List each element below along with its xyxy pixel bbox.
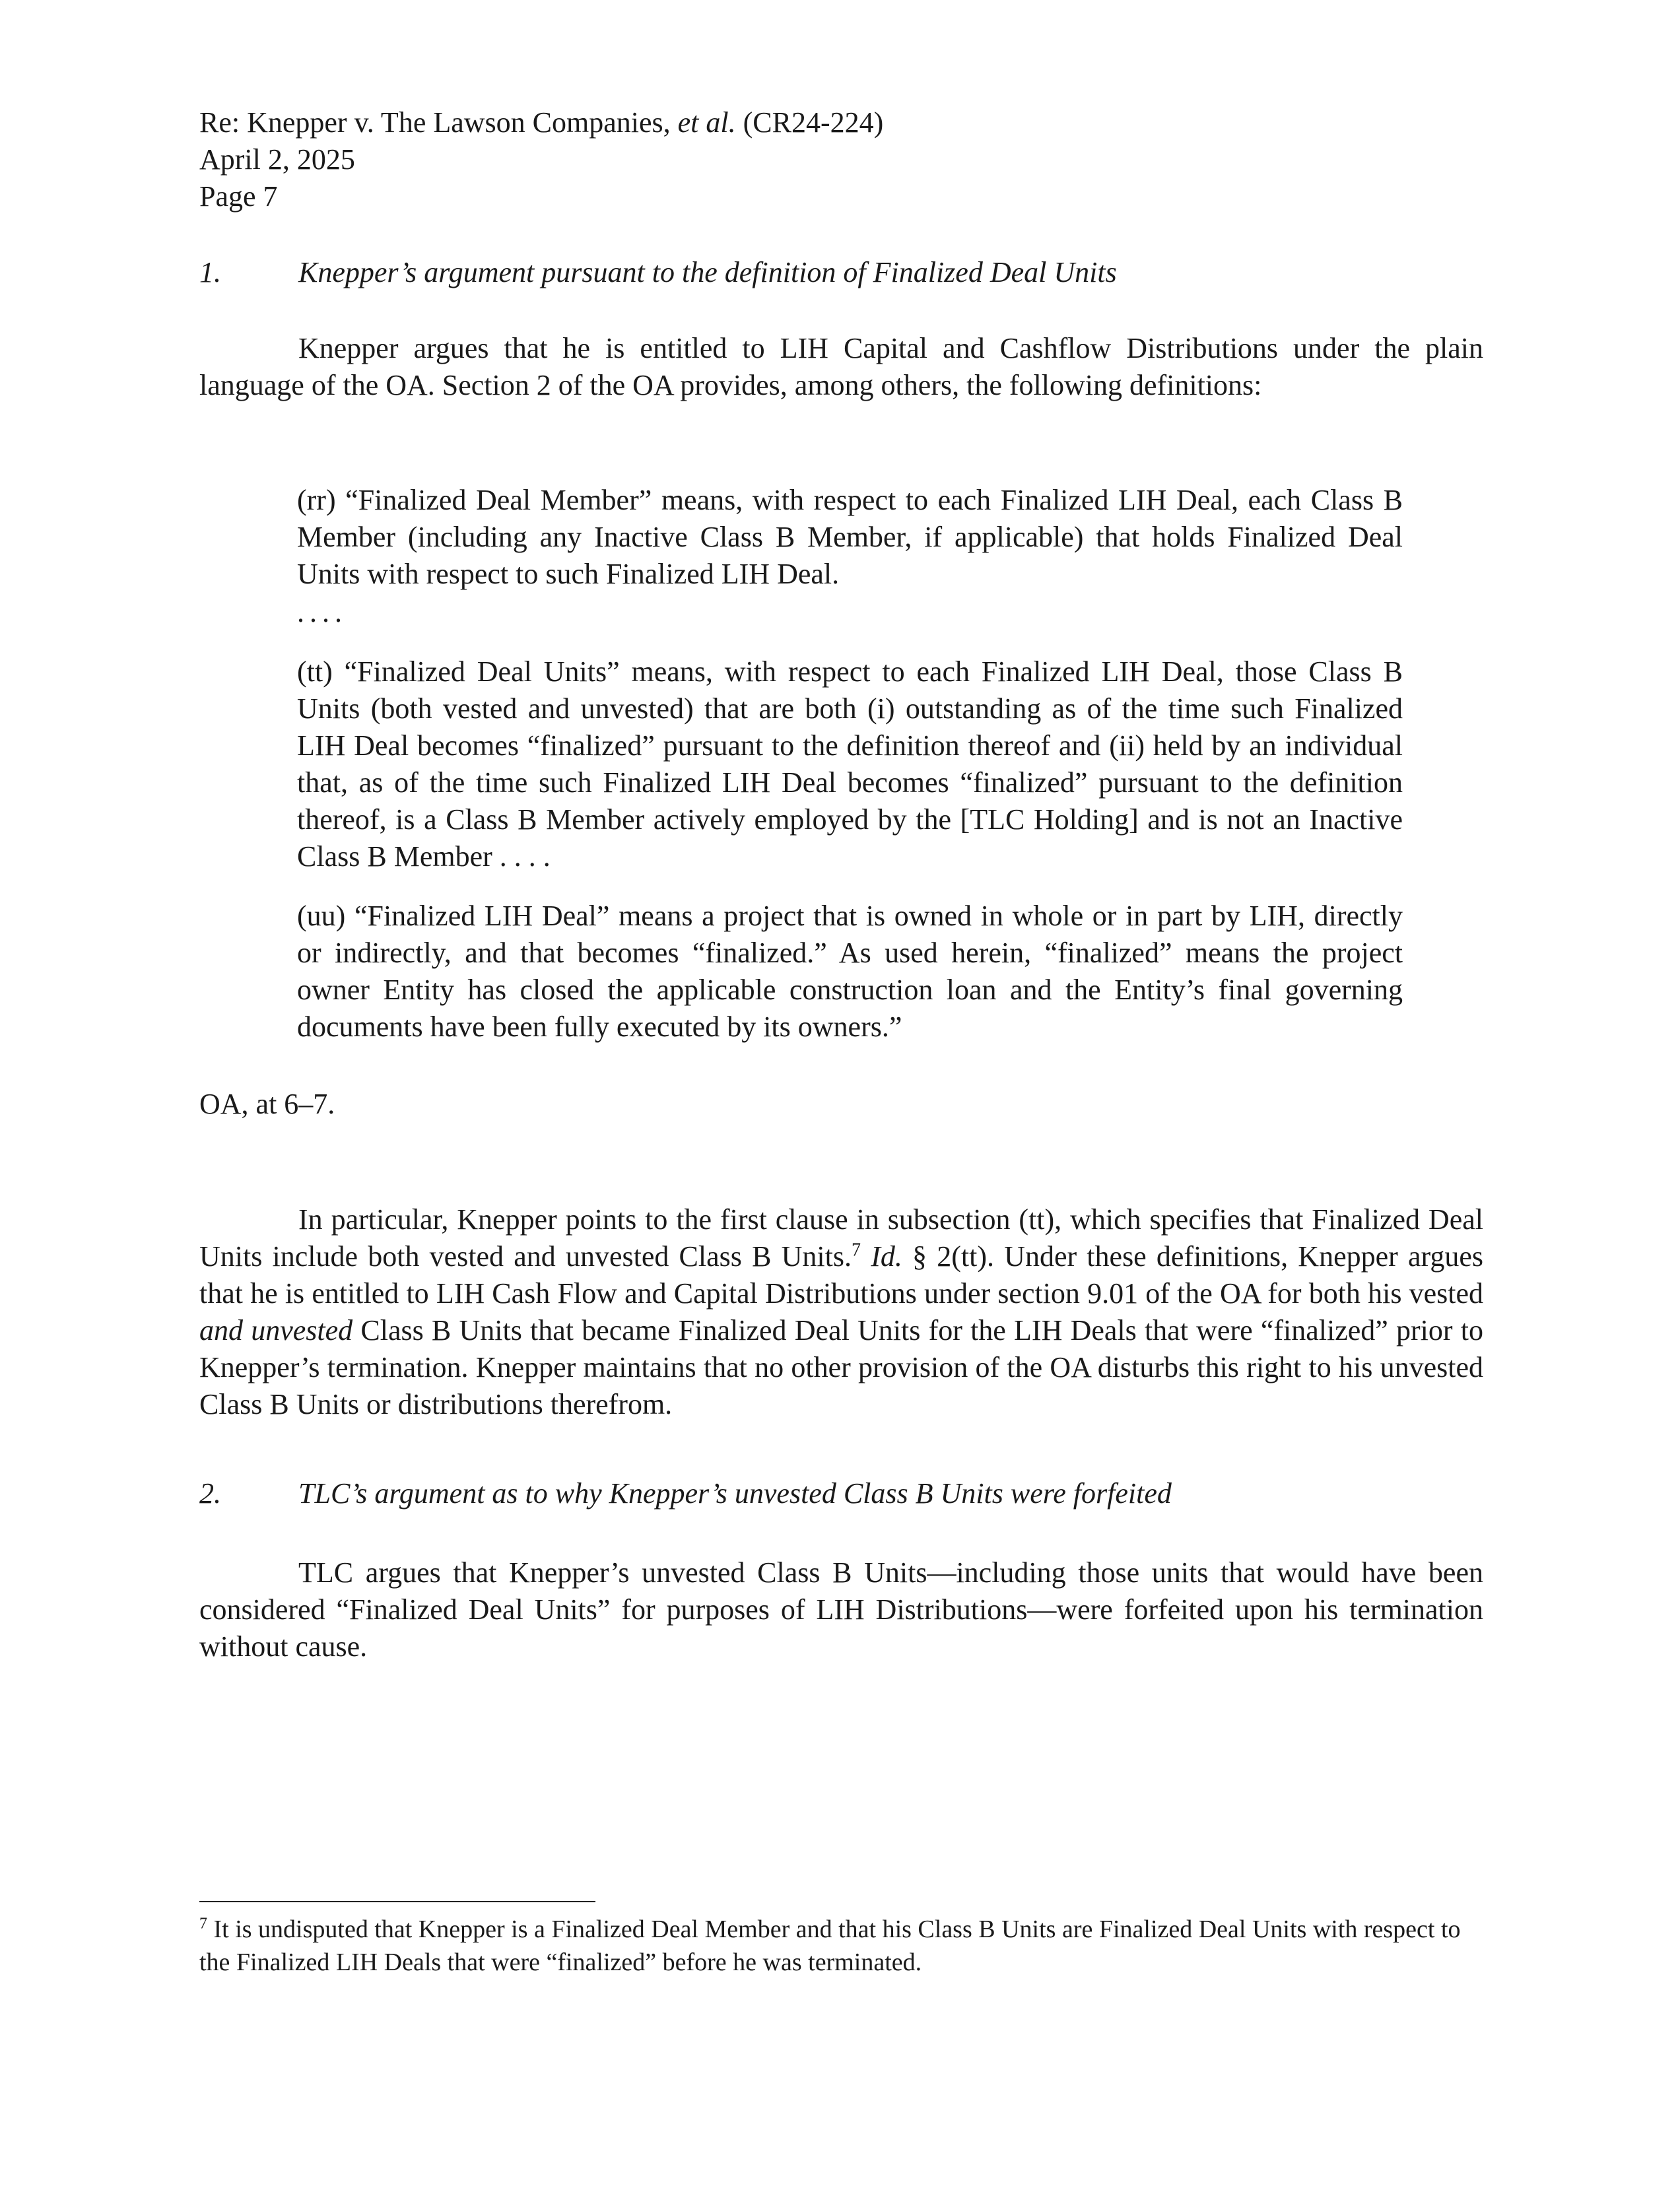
quote-definition-uu: (uu) “Finalized LIH Deal” means a project that is owned in whole or in part by LIH, directly or indirectly, and that becomes “finalized.” As used herein, “finalized” means the project owner Entity has closed the applicable construction loan and the Entity’s final governing documents have been fully executed by its owners.”	[297, 900, 1403, 1043]
letter-date: April 2, 2025	[199, 143, 355, 176]
page-number: Page 7	[199, 180, 278, 213]
quote-ellipsis: ....	[297, 596, 347, 628]
footnote-divider	[199, 1901, 595, 1902]
quote-definition-tt: (tt) “Finalized Deal Units” means, with respect to each Finalized LIH Deal, those Class B Units (both vested and unvested) that are both (i) outstanding as of the time such Finalized LIH Deal becomes “finalized” pursuant to the definition thereof and (ii) held by an individual that, as of the time such Finalized LIH Deal becomes “finalized” pursuant to the definition thereof, is a Class B Member actively employed by the [TLC Holding] and is not an Inactive Class B Member . . . .	[297, 655, 1403, 873]
footnote: $^7$ It is undisputed that Knepper is a Finalized Deal Member and that his Class B Units are Finalized Deal Units with respect to the Finalized LIH Deals that were “finalized” before he was terminated.	[199, 1915, 1461, 1976]
section-number: 2.	[199, 1477, 221, 1510]
paragraph-argument: In particular, Knepper points to the first clause in subsection (tt), which specifies that Finalized Deal Units include both vested and unvested Class B Units.$^7$ Id. § 2(tt). Under these definitions, Knepper argues that he is entitled to LIH Cash Flow and Capital Distributions under section 9.01 of the OA for both his vested and unvested Class B Units that became Finalized Deal Units for the LIH Deals that were “finalized” prior to Knepper’s termination. Knepper maintains that no other provision of the OA disturbs this right to his unvested Class B Units or distributions therefrom.	[199, 1203, 1484, 1420]
section-number: 1.	[199, 256, 221, 288]
citation: OA, at 6–7.	[199, 1088, 335, 1120]
footnote-marker: 7	[199, 1915, 207, 1933]
section-heading-2	[199, 1475, 1520, 1512]
footnote-reference[interactable]: 7	[851, 1240, 861, 1261]
section-title: Knepper’s argument pursuant to the definition of Finalized Deal Units	[298, 256, 1117, 288]
section-heading-1	[199, 254, 1520, 291]
quote-definition-rr: (rr) “Finalized Deal Member” means, with respect to each Finalized LIH Deal, each Class B Member (including any Inactive Class B Member, if applicable) that holds Finalized Deal Units with respect to such Finalized LIH Deal.	[297, 484, 1403, 590]
paragraph-tlc-argument: TLC argues that Knepper’s unvested Class B Units—including those units that would have been considered “Finalized Deal Units” for purposes of LIH Distributions—were forfeited upon his termination without cause.	[199, 1556, 1483, 1663]
section-title: TLC’s argument as to why Knepper’s unvested Class B Units were forfeited	[298, 1477, 1172, 1510]
paragraph-intro: Knepper argues that he is entitled to LIH Capital and Cashflow Distributions under the plain language of the OA. Section 2 of the OA provides, among others, the following definitions:	[199, 332, 1483, 401]
re-line: Re: Knepper v. The Lawson Companies, et al. (CR24-224)	[199, 106, 884, 139]
letter-header	[199, 104, 1454, 215]
